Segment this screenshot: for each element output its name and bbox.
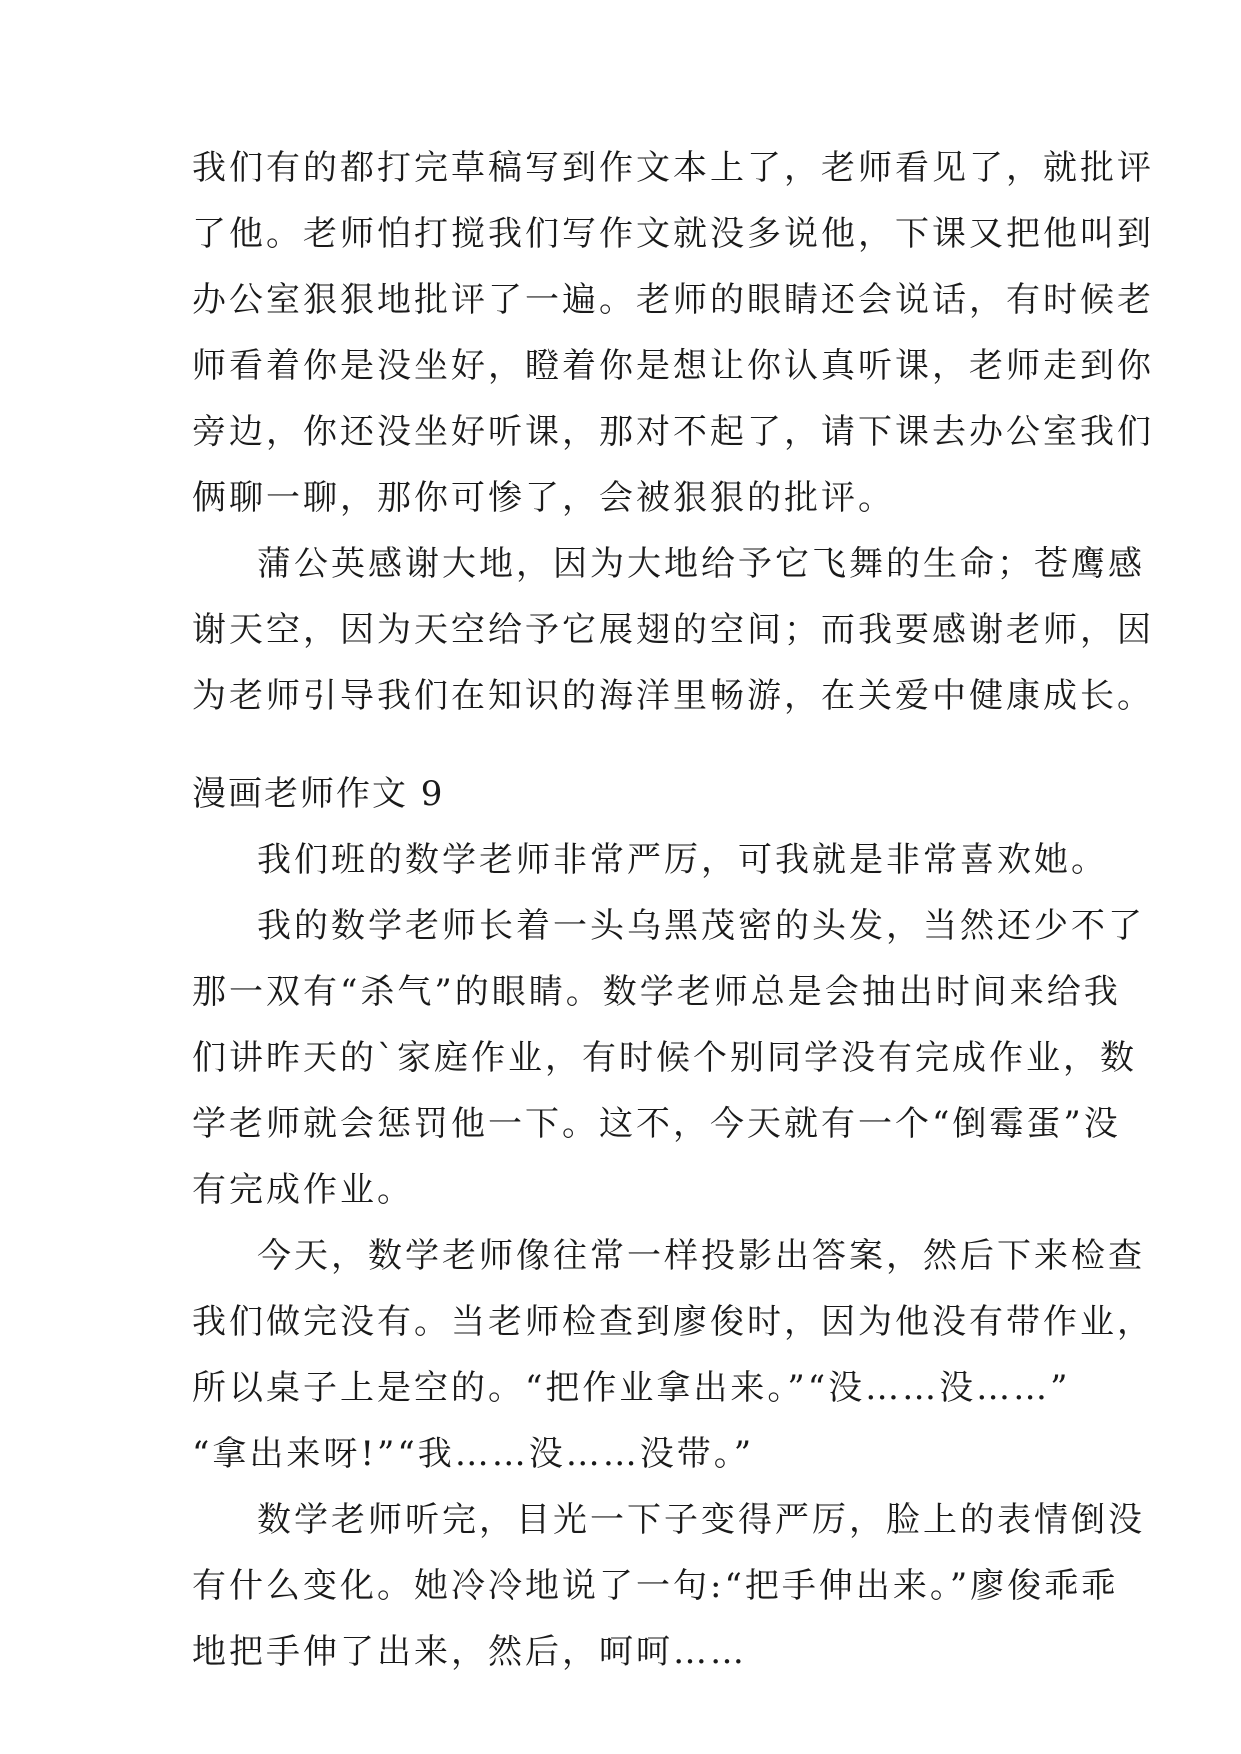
- paragraph-line: 师看着你是没坐好，瞪着你是想让你认真听课，老师走到你: [192, 346, 1154, 386]
- paragraph-line: 了他。老师怕打搅我们写作文就没多说他，下课又把他叫到: [192, 214, 1154, 254]
- paragraph-line: 我的数学老师长着一头乌黑茂密的头发，当然还少不了: [257, 906, 1145, 946]
- paragraph-line: 们讲昨天的`家庭作业，有时候个别同学没有完成作业，数: [192, 1038, 1137, 1078]
- paragraph-line: 为老师引导我们在知识的海洋里畅游，在关爱中健康成长。: [192, 676, 1154, 716]
- paragraph-line: 我们有的都打完草稿写到作文本上了，老师看见了，就批评: [192, 148, 1154, 188]
- paragraph-line: 今天，数学老师像往常一样投影出答案，然后下来检查: [257, 1236, 1145, 1276]
- paragraph-line: 我们做完没有。当老师检查到廖俊时，因为他没有带作业，: [192, 1302, 1154, 1342]
- paragraph-line: 旁边，你还没坐好听课，那对不起了，请下课去办公室我们: [192, 412, 1154, 452]
- paragraph-line: 那一双有“杀气”的眼睛。数学老师总是会抽出时间来给我: [192, 972, 1121, 1012]
- paragraph-line: 所以桌子上是空的。“把作业拿出来。”“没……没……”: [192, 1368, 1071, 1408]
- paragraph-line: “拿出来呀!”“我……没……没带。”: [192, 1434, 755, 1474]
- paragraph-line: 谢天空，因为天空给予它展翅的空间；而我要感谢老师，因: [192, 610, 1154, 650]
- paragraph-line: 蒲公英感谢大地，因为大地给予它飞舞的生命；苍鹰感: [257, 544, 1145, 584]
- paragraph-line: 学老师就会惩罚他一下。这不，今天就有一个“倒霉蛋”没: [192, 1104, 1121, 1144]
- paragraph-line: 数学老师听完，目光一下子变得严厉，脸上的表情倒没: [257, 1500, 1145, 1540]
- paragraph-line: 有什么变化。她冷冷地说了一句:“把手伸出来。”廖俊乖乖: [192, 1566, 1119, 1606]
- paragraph-line: 我们班的数学老师非常严厉，可我就是非常喜欢她。: [257, 840, 1108, 880]
- paragraph-line: 有完成作业。: [192, 1170, 414, 1210]
- paragraph-line: 俩聊一聊，那你可惨了，会被狠狠的批评。: [192, 478, 895, 518]
- paragraph-line: 地把手伸了出来，然后，呵呵……: [192, 1632, 747, 1672]
- paragraph-line: 办公室狠狠地批评了一遍。老师的眼睛还会说话，有时候老: [192, 280, 1154, 320]
- section-title: 漫画老师作文 9: [192, 774, 445, 814]
